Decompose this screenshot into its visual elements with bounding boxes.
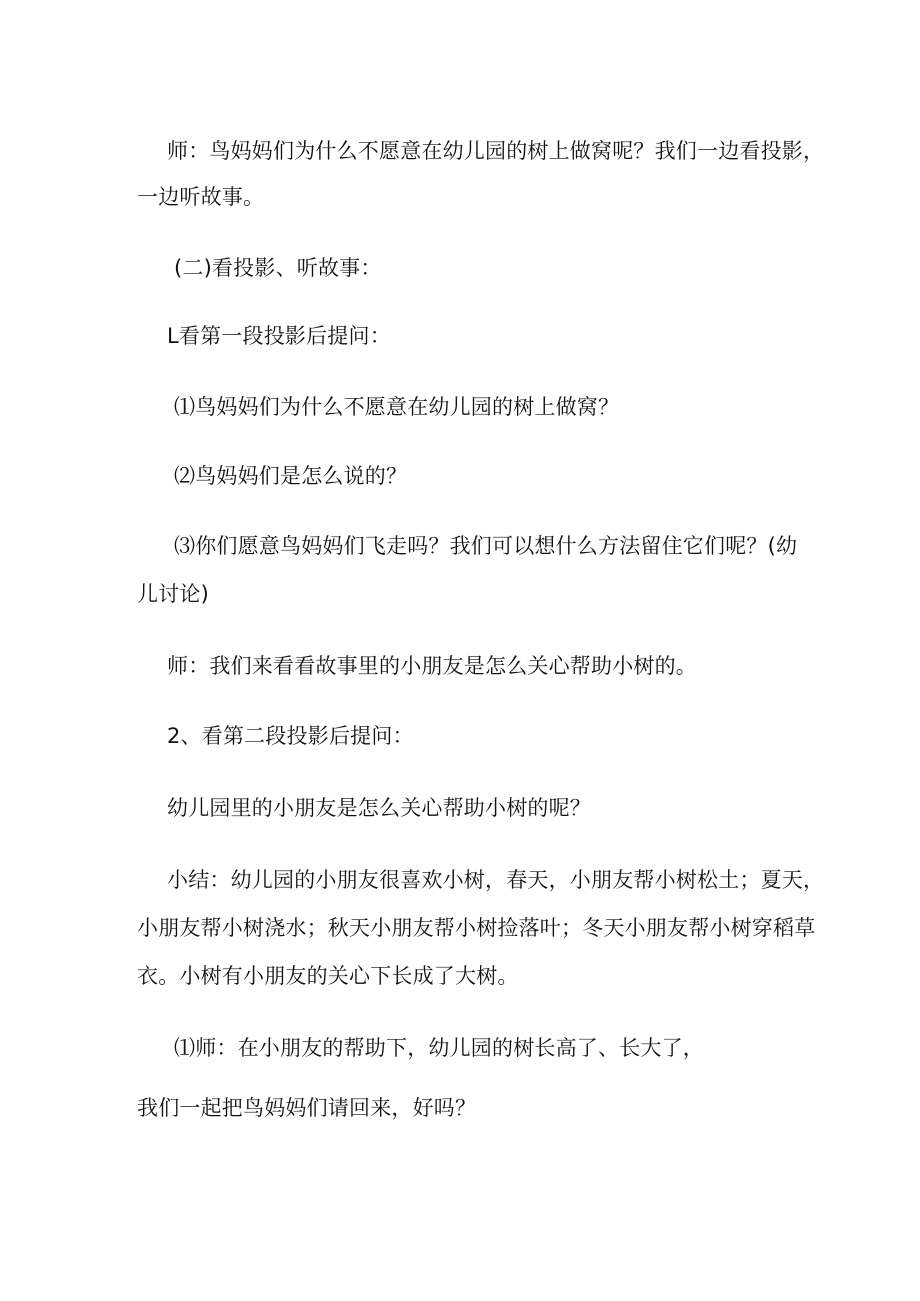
question-item: ⑴师：在小朋友的帮助下，幼儿园的树长高了、长大了，: [174, 1036, 704, 1060]
section-heading: (二)看投影、听故事：: [174, 256, 382, 280]
question-item: ⑵鸟妈妈们是怎么说的？: [174, 464, 408, 488]
paragraph-line: 儿讨论): [137, 582, 209, 606]
summary-line: 衣。小树有小朋友的关心下长成了大树。: [137, 964, 519, 988]
paragraph-line: 一边听故事。: [137, 185, 265, 209]
question-item: ⑶你们愿意鸟妈妈们飞走吗？我们可以想什么方法留住它们呢？(幼: [174, 534, 798, 558]
subsection-heading: L看第一段投影后提问：: [167, 324, 391, 348]
question-item: ⑴鸟妈妈们为什么不愿意在幼儿园的树上做窝？: [174, 395, 620, 419]
subsection-heading: 2、看第二段投影后提问：: [167, 724, 414, 748]
summary-line: 小结：幼儿园的小朋友很喜欢小树，春天，小朋友帮小树松土；夏天，: [167, 868, 825, 892]
paragraph-line: 师：鸟妈妈们为什么不愿意在幼儿园的树上做窝呢？我们一边看投影，: [167, 139, 825, 163]
paragraph-line: 幼儿园里的小朋友是怎么关心帮助小树的呢？: [167, 796, 591, 820]
paragraph-line: 我们一起把鸟妈妈们请回来，好吗？: [137, 1096, 477, 1120]
summary-line: 小朋友帮小树浇水；秋天小朋友帮小树捡落叶；冬天小朋友帮小树穿稻草: [137, 916, 816, 940]
paragraph-line: 师：我们来看看故事里的小朋友是怎么关心帮助小树的。: [167, 654, 697, 678]
